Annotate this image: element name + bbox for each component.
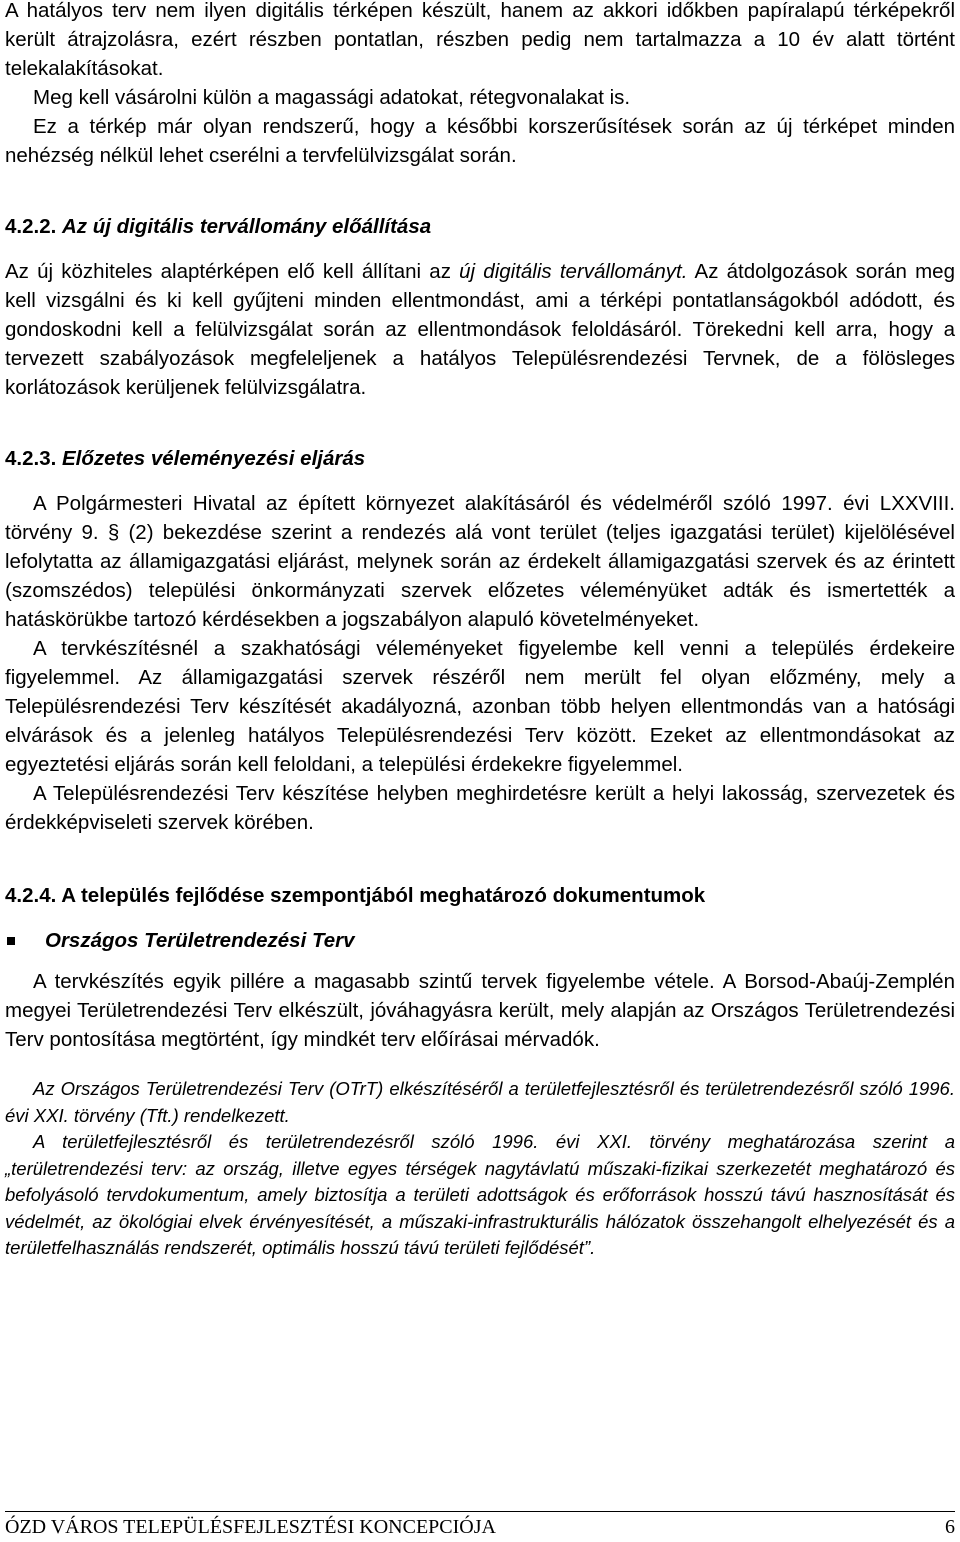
page-number: 6 [945, 1516, 955, 1538]
section-heading-424 [5, 881, 955, 910]
paragraph: A tervkészítés egyik pillére a magasabb szintű tervek figyelembe vétele. A Borsod-Abaúj-Zemplén megyei Területrendezési Terv elkészült, jóváhagyásra került, mely alapján az Országos Területrendezési Terv pontosítása megtörtént, így mindkét terv előírásai mérvadók. [5, 970, 955, 1051]
italic-paragraph: Az Országos Területrendezési Terv (OTrT) elkészítéséről a területfejlesztésről és területrendezésről szóló 1996. évi XXI. törvény (Tft.) rendelkezett. [5, 1078, 955, 1126]
bullet-heading [5, 926, 955, 955]
italic-paragraph: A területfejlesztésről és területrendezésről szóló 1996. évi XXI. törvény meghatározása szerint a „területrendezési terv: az ország, illetve egyes térségek nagytávlatú műszaki-fizikai szerkezetét meghatározó és befolyásoló tervdokumentum, amely biztosítja a területi adottságok és erőforrások hosszú távú hasznosítását és védelmét, az ökológiai elvek érvényesítését, a műszaki-infrastrukturális hálózatok összehangolt elhelyezését és a területfelhasználás rendszerét, optimális hosszú távú területi fejlődését”. [5, 1131, 955, 1258]
emphasis-text: új digitális tervállományt. [459, 260, 688, 283]
text-run: Az átdolgozások során meg kell vizsgálni és ki kell gyűjteni minden ellentmondást, ami a térképi pontatlanságokból adódott, és gondoskodni kell a felülvizsgálat során az ellentmondások feloldásáról. Törekedni kell arra, hogy a tervezett szabályozások megfeleljenek a hatályos Településrendezési Tervnek, de a fölösleges korlátozások kerüljenek felülvizsgálatra. [5, 260, 955, 399]
section-title: Előzetes véleményezési eljárás [62, 447, 366, 470]
paragraph: A Településrendezési Terv készítése helyben meghirdetésre került a helyi lakosság, szervezetek és érdekképviseleti szervek körében. [5, 782, 955, 834]
document-page [5, 0, 955, 1262]
page-footer [5, 1511, 955, 1542]
square-bullet-icon [7, 937, 15, 945]
section-heading-423 [5, 444, 955, 473]
paragraph: Ez a térkép már olyan rendszerű, hogy a későbbi korszerűsítések során az új térképet minden nehézség nélkül lehet cserélni a tervfelülvizsgálat során. [5, 115, 955, 167]
section-title: A település fejlődése szempontjából meghatározó dokumentumok [61, 884, 706, 907]
paragraph: A hatályos terv nem ilyen digitális térképen készült, hanem az akkori időkben papíralapú térképekről került átrajzolásra, ezért részben pontatlan, részben pedig nem tartalmazza a 10 év alatt történt telekalakításokat. [5, 0, 955, 80]
paragraph: Meg kell vásárolni külön a magassági adatokat, rétegvonalakat is. [33, 86, 631, 109]
footer-title: ÓZD VÁROS TELEPÜLÉSFEJLESZTÉSI KONCEPCIÓJA [5, 1516, 496, 1538]
bullet-title: Országos Területrendezési Terv [45, 929, 355, 952]
section-number: 4.2.3. [5, 447, 57, 470]
paragraph [5, 257, 955, 402]
paragraph: A Polgármesteri Hivatal az épített környezet alakításáról és védelméről szóló 1997. évi LXXVIII. törvény 9. § (2) bekezdése szerint a rendezés alá vont terület (teljes igazgatási terület) kijelölésével lefolytatta az államigazgatási eljárást, melynek során az érdekelt államigazgatási szervek és az érintett (szomszédos) települési önkormányzati szervek előzetes véleményüket adták és ismertették a hatáskörükbe tartozó kérdésekben a jogszabályon alapuló követelményeket. [5, 492, 955, 631]
paragraph: A tervkészítésnél a szakhatósági véleményeket figyelembe kell venni a település érdekeire figyelemmel. Az államigazgatási szervek részéről nem merült fel olyan előzmény, mely a Településrendezési Terv készítését akadályozná, azonban több helyen ellentmondás van a hatósági elvárások és a jelenleg hatályos Településrendezési Terv között. Ezeket az ellentmondásokat az egyeztetési eljárás során kell feloldani, a települési érdekekre figyelemmel. [5, 637, 955, 776]
section-number: 4.2.2. [5, 215, 57, 238]
section-heading-422 [5, 212, 955, 241]
section-number: 4.2.4. [5, 884, 57, 907]
text-run: Az új közhiteles alaptérképen elő kell állítani az [5, 260, 460, 283]
section-title: Az új digitális tervállomány előállítása [62, 215, 432, 238]
